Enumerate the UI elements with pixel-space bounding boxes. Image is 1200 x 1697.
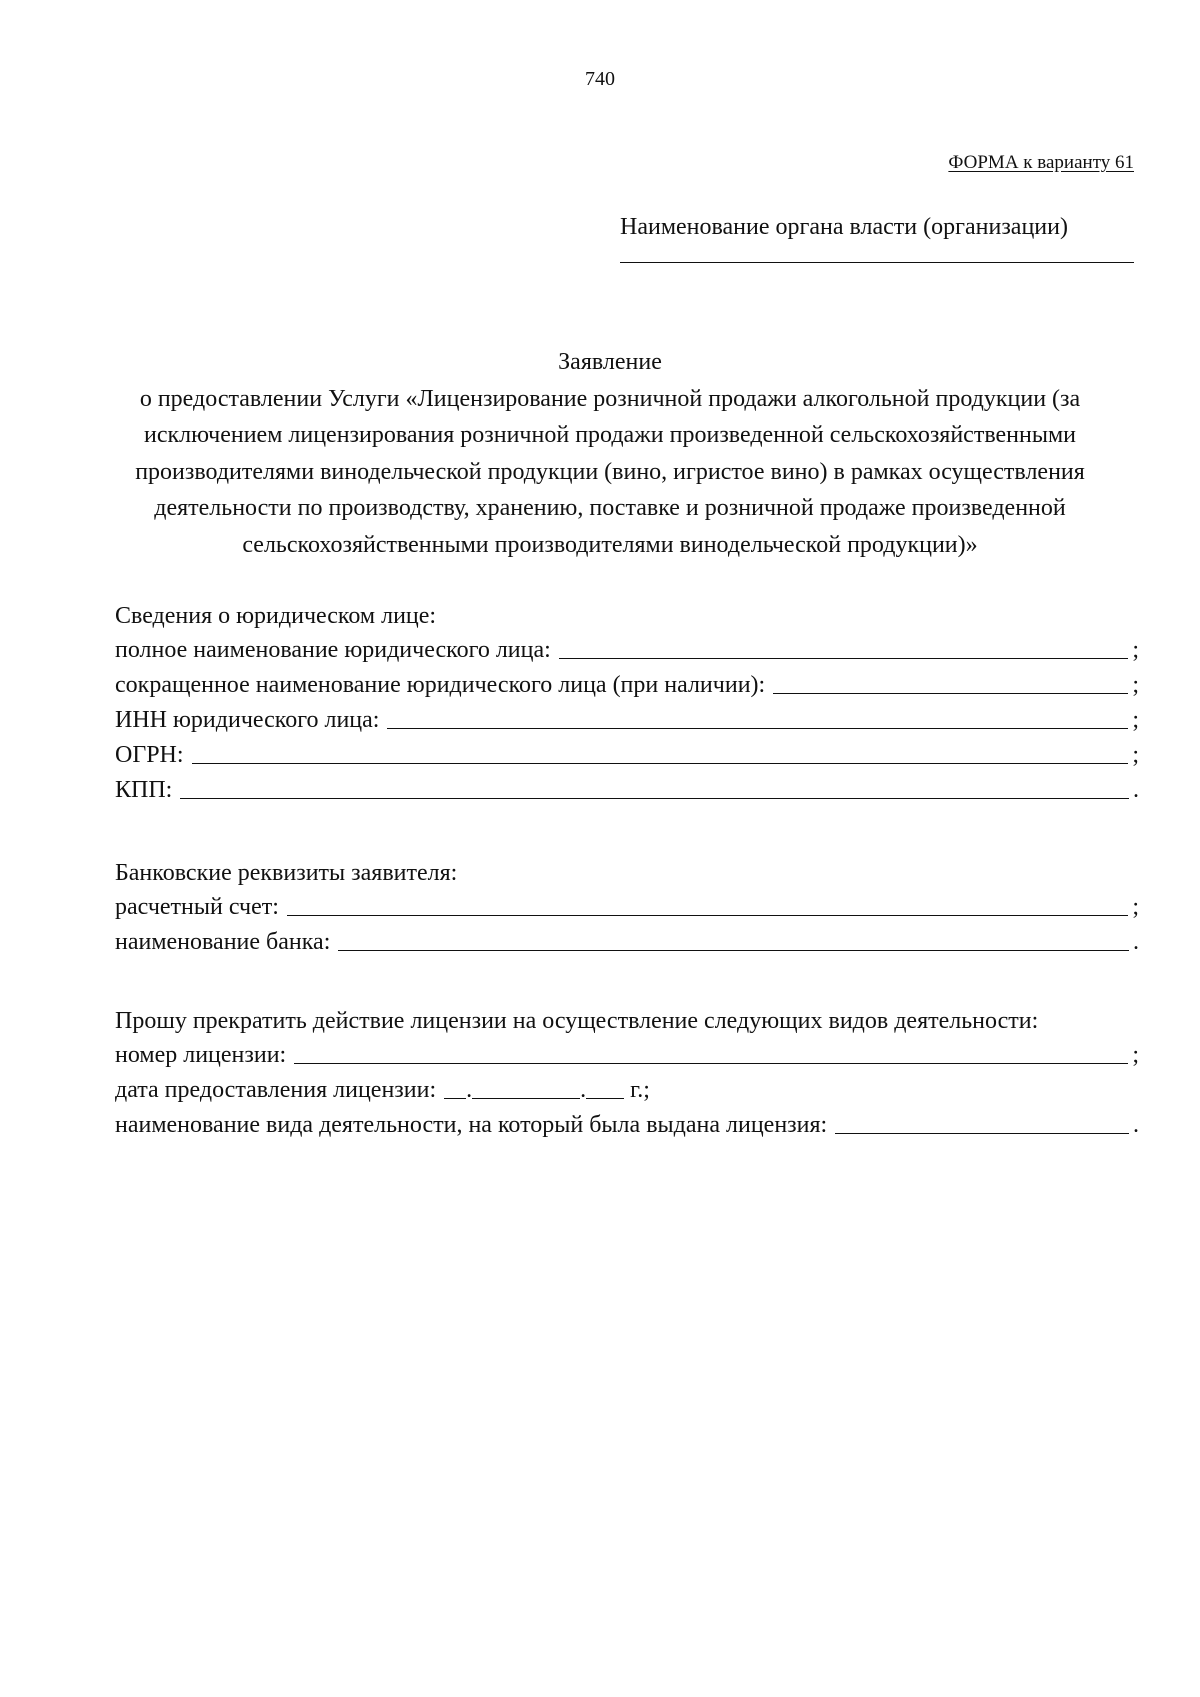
title-line: деятельности по производству, хранению, поставке и розничной продаже произведенной (154, 495, 1066, 521)
ogrn-row (115, 735, 1139, 769)
inn-field[interactable] (387, 727, 1128, 729)
account-row (115, 887, 1139, 921)
license-number-field[interactable] (294, 1062, 1128, 1064)
short-name-field[interactable] (773, 692, 1128, 694)
kpp-field[interactable] (180, 797, 1129, 799)
field-end-mark: . (1133, 1112, 1139, 1138)
full-name-field[interactable] (559, 657, 1129, 659)
account-field[interactable] (287, 914, 1128, 916)
field-end-mark: ; (1132, 742, 1139, 768)
license-date-month-field[interactable] (472, 1097, 580, 1099)
request-heading: Прошу прекратить действие лицензии на осуществление следующих видов деятельности: (115, 1008, 1039, 1034)
ogrn-field[interactable] (192, 762, 1129, 764)
title-heading: Заявление (558, 349, 662, 375)
license-date-label: дата предоставления лицензии: (115, 1077, 437, 1103)
inn-label: ИНН юридического лица: (115, 707, 380, 733)
kpp-label: КПП: (115, 777, 173, 803)
license-date-row (115, 1070, 650, 1104)
full-name-row (115, 630, 1139, 664)
field-end-mark: . (1133, 777, 1139, 803)
activity-field[interactable] (835, 1132, 1129, 1134)
title-line: производителями винодельческой продукции (вино, игристое вино) в рамках осуществления (135, 458, 1085, 485)
date-separator: . (580, 1077, 587, 1103)
activity-row (115, 1105, 1139, 1139)
bank-name-field[interactable] (338, 949, 1129, 951)
account-label: расчетный счет: (115, 894, 279, 920)
activity-label: наименование вида деятельности, на который была выдана лицензия: (115, 1112, 828, 1138)
field-end-mark: ; (1132, 894, 1139, 920)
title-line: о предоставлении Услуги «Лицензирование розничной продажи алкогольной продукции (за (139, 385, 1081, 412)
title-line: сельскохозяйственными производителями винодельческой продукции)» (242, 531, 978, 558)
bank-name-label: наименование банка: (115, 929, 331, 955)
license-number-row (115, 1035, 1139, 1069)
license-date-day-field[interactable] (444, 1097, 466, 1099)
legal-entity-heading: Сведения о юридическом лице: (115, 603, 437, 629)
document-title (120, 344, 1100, 563)
short-name-row (115, 665, 1139, 699)
full-name-label: полное наименование юридического лица: (115, 637, 551, 663)
page-number: 740 (585, 68, 615, 90)
license-number-label: номер лицензии: (115, 1042, 287, 1068)
kpp-row (115, 770, 1139, 804)
date-separator: . (466, 1077, 473, 1103)
short-name-label: сокращенное наименование юридического лица (при наличии): (115, 672, 766, 698)
authority-name-field[interactable] (620, 262, 1134, 263)
bank-heading: Банковские реквизиты заявителя: (115, 860, 458, 886)
bank-name-row (115, 922, 1139, 956)
field-end-mark: ; (1132, 637, 1139, 663)
date-year-suffix: г.; (630, 1077, 650, 1103)
authority-label: Наименование органа власти (организации) (620, 214, 1068, 240)
title-line: исключением лицензирования розничной продажи произведенной сельскохозяйственными (143, 422, 1077, 448)
field-end-mark: ; (1132, 672, 1139, 698)
license-date-year-field[interactable] (586, 1097, 624, 1099)
inn-row (115, 700, 1139, 734)
field-end-mark: ; (1132, 1042, 1139, 1068)
field-end-mark: . (1133, 929, 1139, 955)
form-reference: ФОРМА к варианту 61 (948, 152, 1134, 173)
field-end-mark: ; (1132, 707, 1139, 733)
ogrn-label: ОГРН: (115, 742, 184, 768)
